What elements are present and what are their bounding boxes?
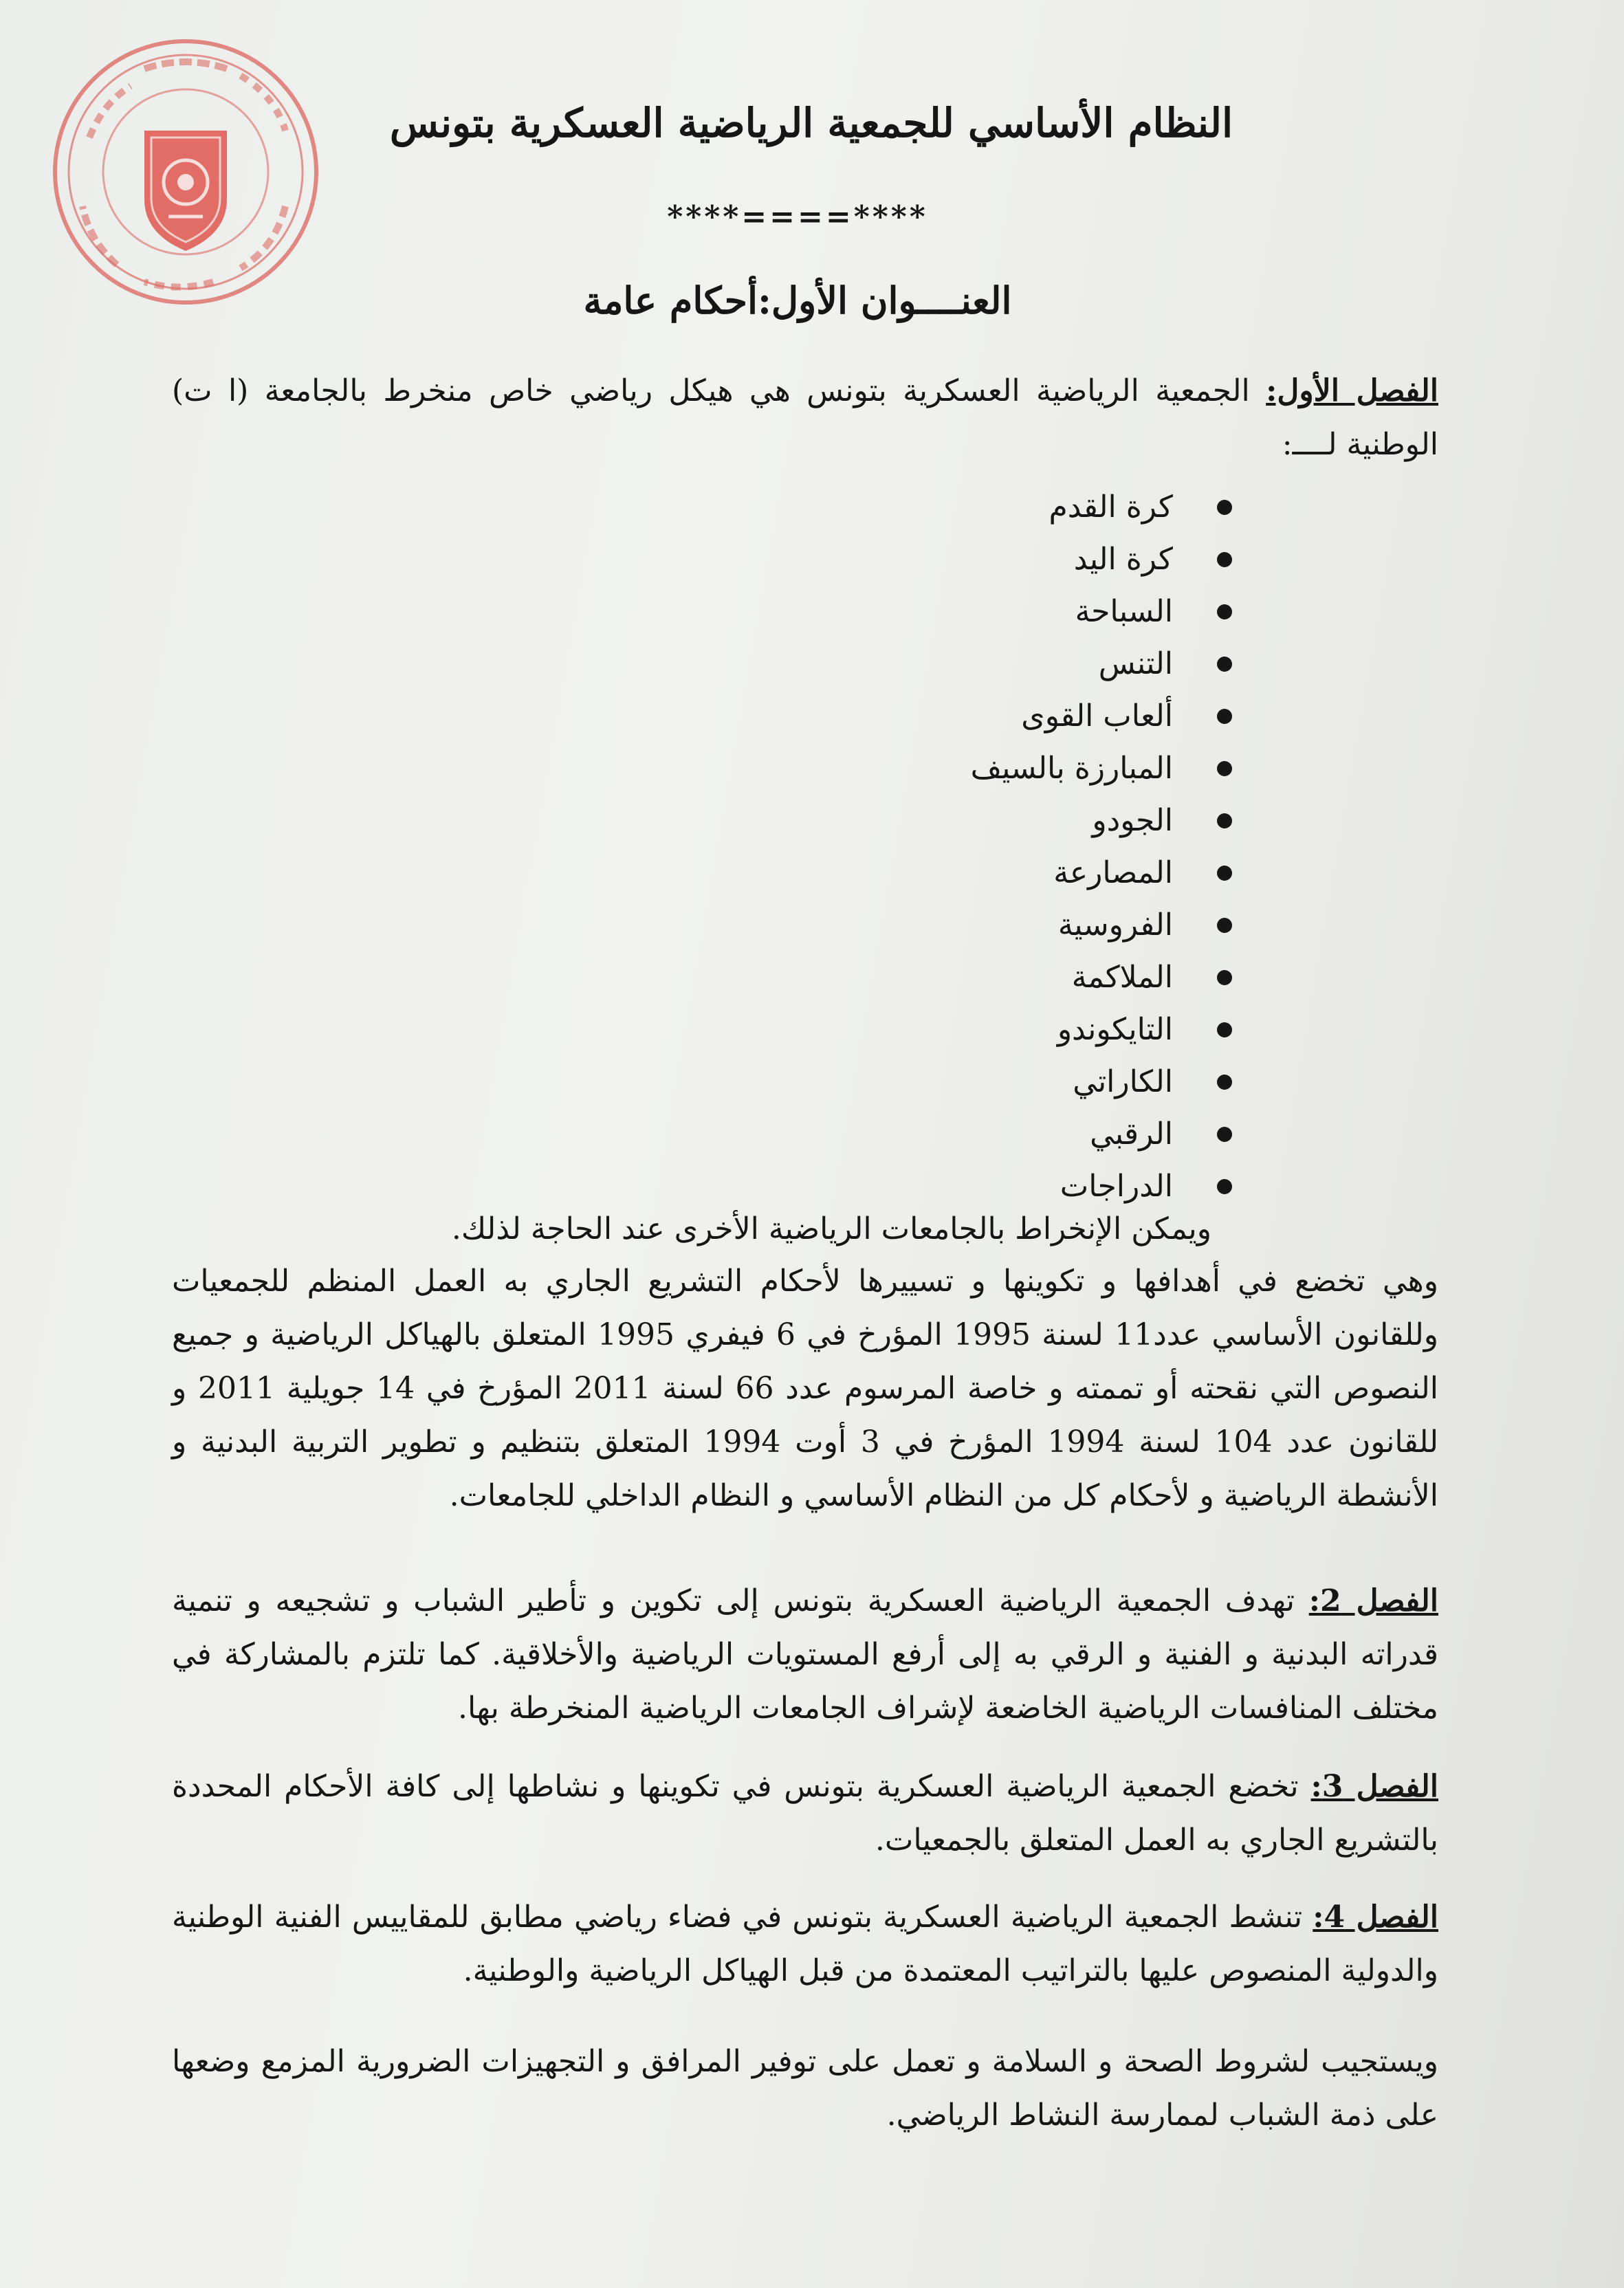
- article-1: [172, 364, 1438, 472]
- sport-list-item: [875, 690, 1232, 742]
- bullet-icon: [1217, 500, 1232, 515]
- article-4: [172, 1891, 1438, 1998]
- bullet-icon: [1217, 552, 1232, 567]
- bullet-icon: [1217, 970, 1232, 985]
- sport-list-item: [875, 847, 1232, 899]
- sport-name: الجودو: [1092, 803, 1173, 838]
- sport-name: التنس: [1098, 646, 1173, 681]
- bullet-icon: [1217, 866, 1232, 881]
- sport-name: كرة اليد: [1073, 542, 1173, 577]
- sport-list-item: [875, 638, 1232, 690]
- sport-name: المبارزة بالسيف: [970, 751, 1173, 786]
- title-separator: ****====****: [667, 199, 928, 234]
- article-2-label: الفصل 2:: [1308, 1583, 1438, 1618]
- sport-list-item: [875, 1004, 1232, 1056]
- sport-list-item: [875, 481, 1232, 534]
- sports-list: [875, 481, 1232, 1213]
- bullet-icon: [1217, 604, 1232, 619]
- sport-list-item: [875, 1056, 1232, 1108]
- bullet-icon: [1217, 709, 1232, 724]
- bullet-icon: [1217, 918, 1232, 933]
- sport-list-item: [875, 586, 1232, 638]
- bullet-icon: [1217, 1022, 1232, 1037]
- sport-name: ألعاب القوى: [1021, 698, 1173, 734]
- closing-paragraph: ويستجيب لشروط الصحة و السلامة و تعمل على توفير المرافق و التجهيزات الضرورية المزمع وضعها على ذمة الشباب لممارسة النشاط الرياضي.: [172, 2044, 1438, 2133]
- bullet-icon: [1217, 1179, 1232, 1194]
- sport-name: المصارعة: [1053, 855, 1173, 890]
- sport-list-item: [875, 742, 1232, 795]
- article-4-text: تنشط الجمعية الرياضية العسكرية بتونس في فضاء رياضي مطابق للمقاييس الفنية الوطنية والدولية المنصوص عليها بالتراتيب المعتمدة من قبل الهياكل الرياضية والوطنية.: [172, 1900, 1438, 1988]
- sport-name: الفروسية: [1057, 908, 1173, 943]
- article-4-label: الفصل 4:: [1313, 1900, 1438, 1935]
- article-3-label: الفصل 3:: [1310, 1769, 1438, 1804]
- article-1-label: الفصل الأول:: [1266, 373, 1438, 408]
- sport-name: الملاكمة: [1071, 960, 1173, 995]
- article-3: [172, 1760, 1438, 1867]
- sport-list-item: [875, 952, 1232, 1004]
- sport-name: كرة القدم: [1049, 490, 1173, 525]
- sport-list-item: [875, 1108, 1232, 1160]
- article-3-text: تخضع الجمعية الرياضية العسكرية بتونس في تكوينها و نشاطها إلى كافة الأحكام المحددة بالتشريع الجاري به العمل المتعلق بالجمعيات.: [172, 1769, 1438, 1858]
- bullet-icon: [1217, 657, 1232, 672]
- bullet-icon: [1217, 813, 1232, 828]
- sport-name: الدراجات: [1060, 1169, 1173, 1204]
- sport-list-item: [875, 899, 1232, 952]
- bullet-icon: [1217, 761, 1232, 776]
- sport-list-item: [875, 534, 1232, 586]
- affiliation-note: ويمكن الإنخراط بالجامعات الرياضية الأخرى عند الحاجة لذلك.: [451, 1211, 1211, 1246]
- bullet-icon: [1217, 1075, 1232, 1090]
- article-2-text: تهدف الجمعية الرياضية العسكرية بتونس إلى تكوين و تأطير الشباب و تشجيعه و تنمية قدراته البدنية و الفنية و الرقي به إلى أرفع المستويات الرياضية والأخلاقية. كما تلتزم بالمشاركة في مختلف المنافسات الرياضية الخاضعة لإشراف الجامعات الرياضية المنخرطة بها.: [172, 1583, 1439, 1726]
- article-2: [172, 1574, 1438, 1735]
- article-1-text: الجمعية الرياضية العسكرية بتونس هي هيكل رياضي خاص منخرط بالجامعة (ا ت) الوطنية لــــ:: [172, 373, 1438, 462]
- sport-name: السباحة: [1075, 594, 1173, 629]
- sport-name: التايكوندو: [1057, 1012, 1173, 1047]
- section-heading: العنــــوان الأول:أحكام عامة: [583, 278, 1012, 322]
- association-stamp: [41, 28, 330, 316]
- document-title: النظام الأساسي للجمعية الرياضية العسكرية بتونس: [389, 100, 1233, 146]
- crest-shield-icon: [144, 131, 227, 251]
- sport-name: الرقبي: [1090, 1116, 1173, 1152]
- law-paragraph: وهي تخضع في أهدافها و تكوينها و تسييرها لأحكام التشريع الجاري به العمل المنظم للجمعيات وللقانون الأساسي عدد11 لسنة 1995 المؤرخ في 6 فيفري 1995 المتعلق بالهياكل الرياضية و جميع النصوص التي نقحته أو تممته و خاصة المرسوم عدد 66 لسنة 2011 المؤرخ في 14 جويلية 2011 و للقانون عدد 104 لسنة 1994 المؤرخ في 3 أوت 1994 المتعلق بتنظيم و تطوير التربية البدنية و الأنشطة الرياضية و لأحكام كل من النظام الأساسي و النظام الداخلي للجامعات.: [172, 1264, 1438, 1513]
- bullet-icon: [1217, 1127, 1232, 1142]
- sport-list-item: [875, 795, 1232, 847]
- sport-name: الكاراتي: [1073, 1064, 1173, 1099]
